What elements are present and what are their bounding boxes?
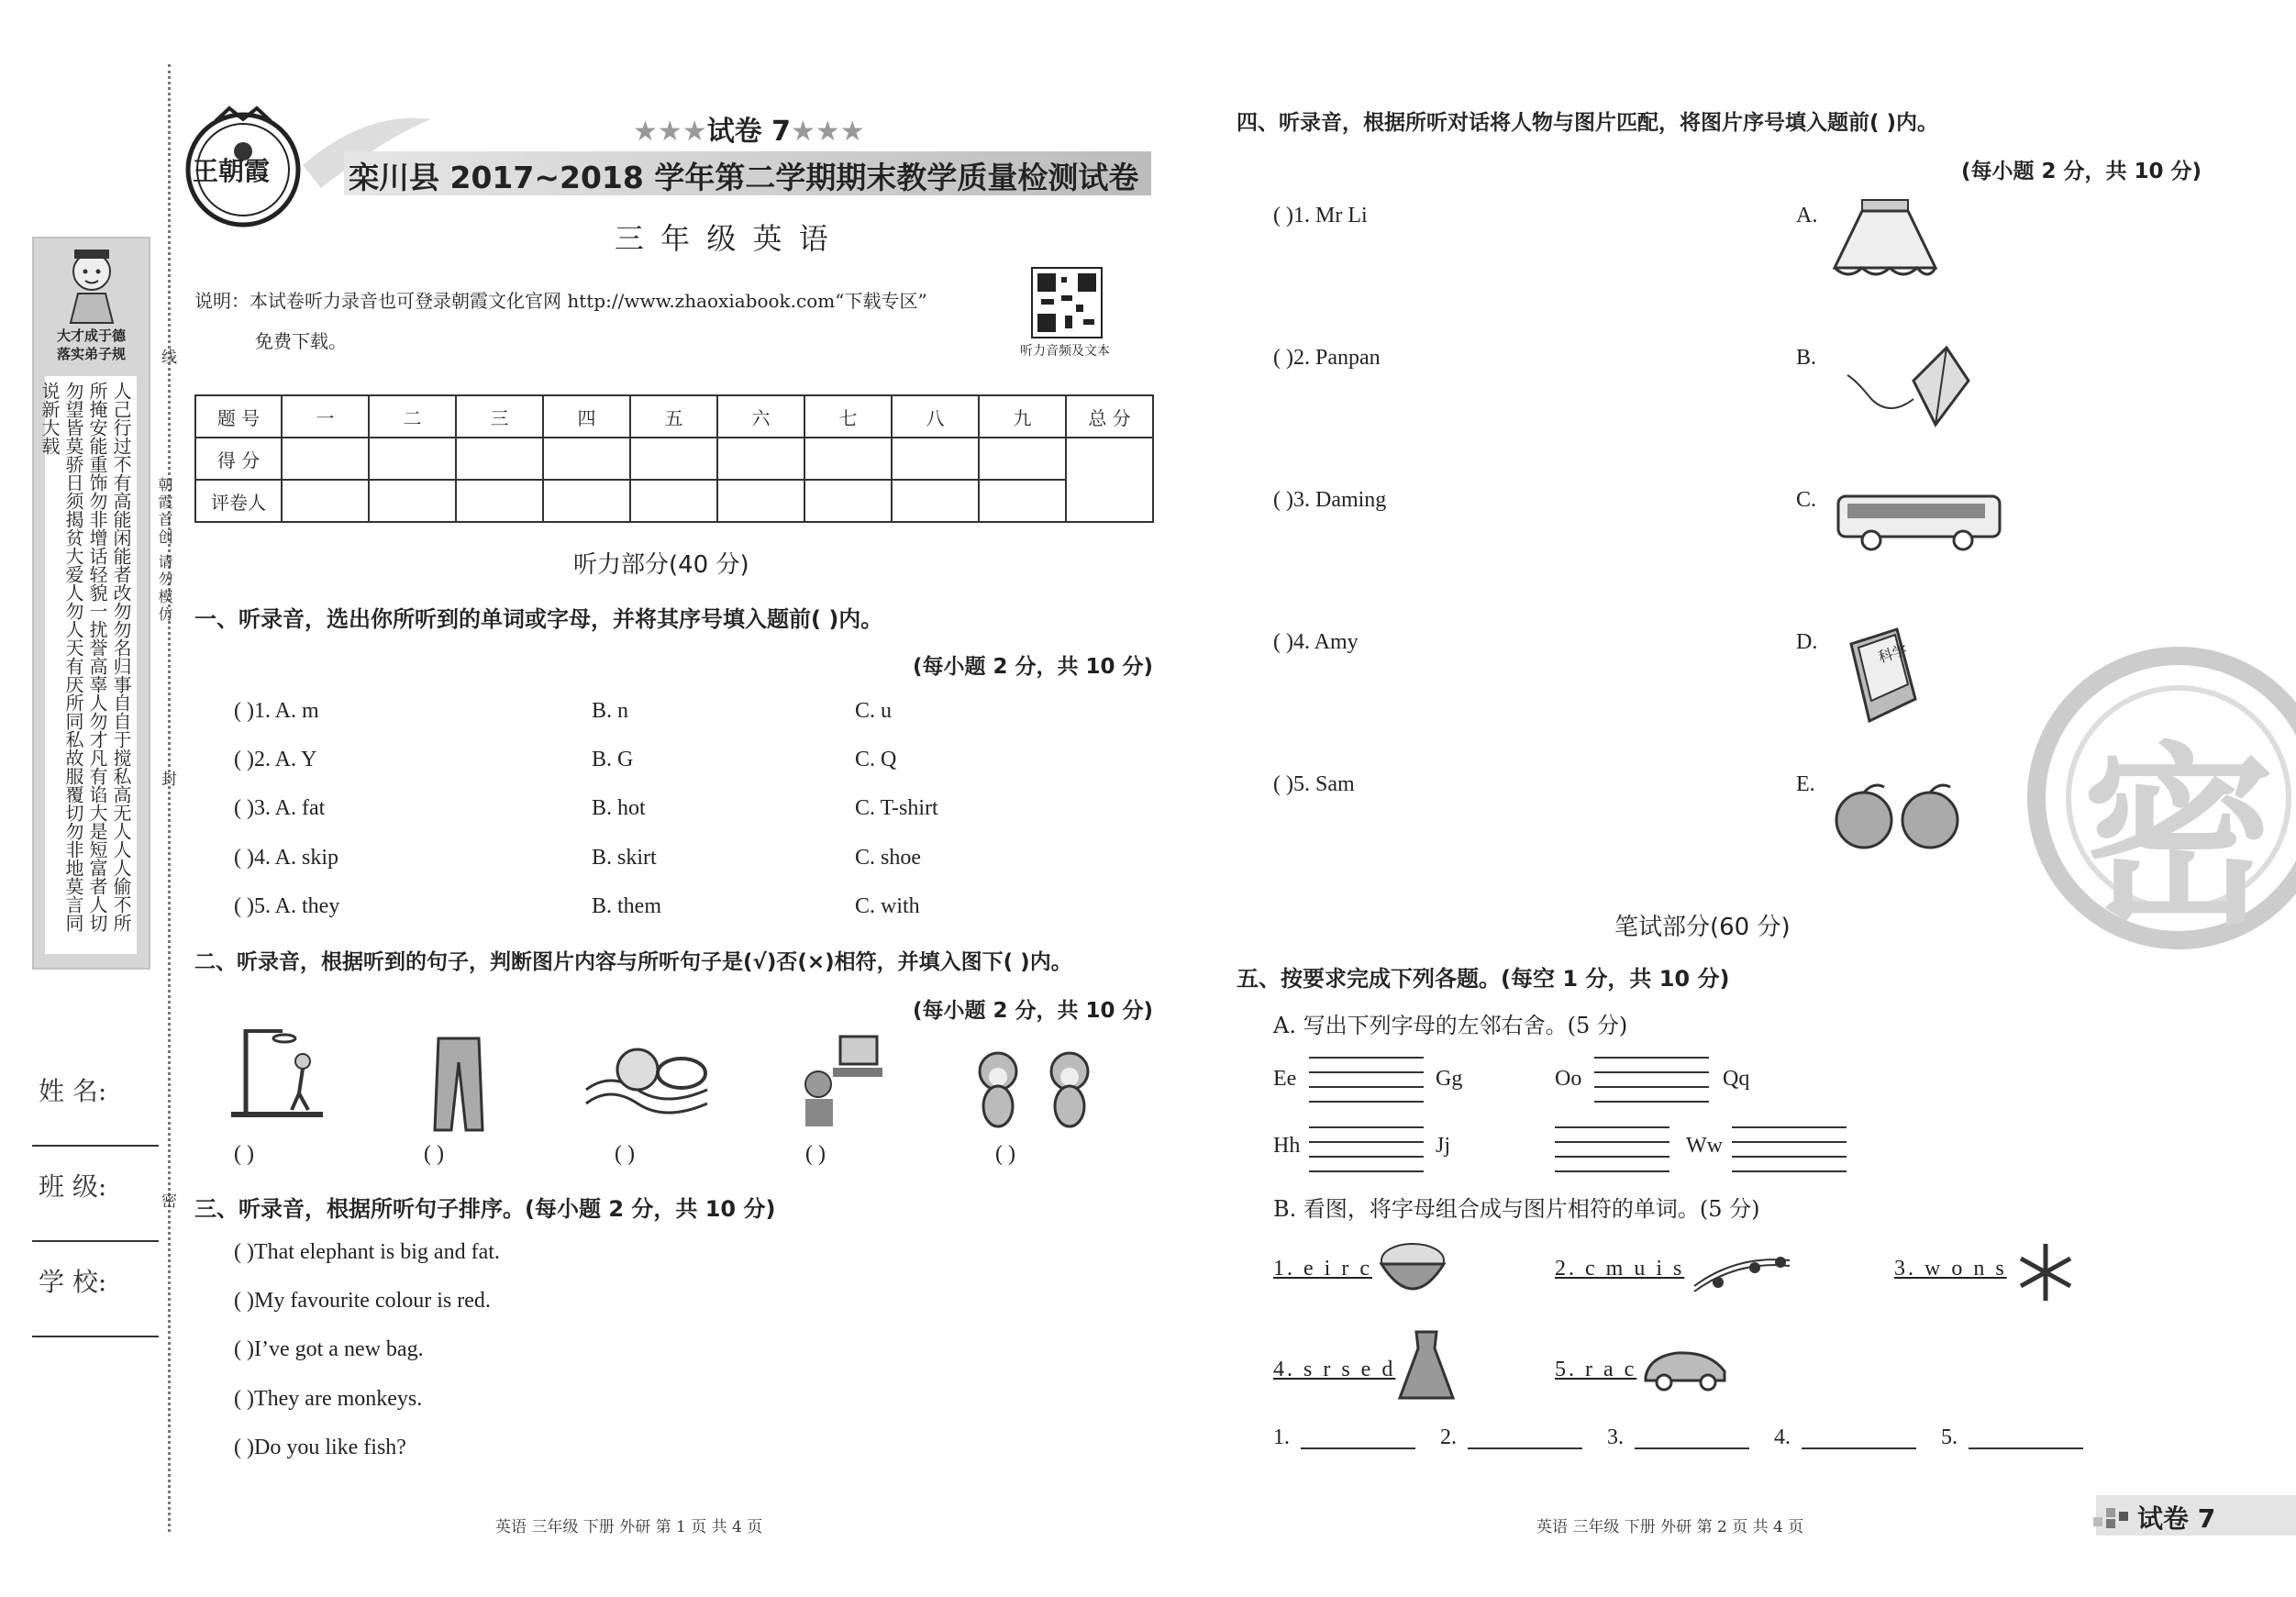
score-cell[interactable] [369,438,456,480]
skirt-icon [1825,194,1945,286]
q5-part-a: A. 写出下列字母的左邻右舍。(5 分) [1273,1013,1628,1038]
q1-option-b: B. skirt [592,846,657,870]
q5-part-b: B. 看图，将字母组合成与图片相符的单词。(5 分) [1273,1196,1760,1222]
trousers-icon [431,1035,486,1134]
scramble-word-5: 5. r a c [1555,1358,1637,1381]
q1-option-c: C. T-shirt [855,796,938,820]
letter-ww: Ww [1686,1134,1723,1158]
monkeys-icon [961,1046,1108,1134]
q2-answer-5[interactable]: ( ) [995,1142,1015,1166]
q3-title: 三、听录音，根据所听句子排序。(每小题 2 分，共 10 分) [194,1196,776,1222]
q4-letter-e: E. [1796,772,1815,796]
q2-answer-3[interactable]: ( ) [615,1142,635,1166]
page-footer-left: 英语 三年级 下册 外研 第 1 页 共 4 页 [495,1518,763,1536]
answer-label-4: 4. [1774,1425,1791,1449]
letter-blank[interactable] [1309,1086,1424,1088]
grader-cell[interactable] [979,480,1066,522]
cut-mark-line: 线 [158,349,176,367]
exam-title: 栾川县 2017~2018 学年第二学期期末教学质量检测试卷 [349,160,1139,195]
total-score-cell[interactable] [1066,438,1153,522]
table-header: 二 [369,395,456,438]
answer-blank-5[interactable] [1969,1447,2083,1449]
q4-letter-b: B. [1796,346,1817,370]
letter-hh: Hh [1273,1134,1301,1158]
q4-item-1[interactable]: ( )1. Mr Li [1273,204,1368,227]
grader-cell[interactable] [456,480,543,522]
score-cell[interactable] [456,438,543,480]
swimming-boy-icon [582,1035,711,1115]
letter-blank[interactable] [1594,1071,1709,1073]
letter-blank[interactable] [1309,1101,1424,1103]
letter-blank[interactable] [1594,1086,1709,1088]
sidebar-motto-panel [32,237,150,970]
q2-points: (每小题 2 分，共 10 分) [913,999,1154,1023]
table-header: 八 [892,395,979,438]
score-table [194,394,1154,523]
scramble-word-2: 2. c m u i s [1555,1257,1685,1281]
sidebar-motto-text: 人己行过不有高能闲能者改勿勿名归事自自于搅私高无人人人偷不所所掩安能重饰勿非增话轻貌一扰誉高辜人勿才凡有谄大是短富者人切勿望皆莫骄日须揭贫大爱人勿人天有厌所同私故服覆切勿非地莫言同说新大载 [45,376,137,954]
grader-cell[interactable] [543,480,630,522]
q4-item-4[interactable]: ( )4. Amy [1273,630,1359,654]
q5-title: 五、按要求完成下列各题。(每空 1 分，共 10 分) [1237,966,1730,992]
science-book-icon [1842,626,1921,726]
q2-answer-2[interactable]: ( ) [424,1142,444,1166]
table-row-label: 得 分 [195,438,282,480]
q1-option-b: B. n [592,699,629,723]
letter-blank[interactable] [1555,1156,1669,1158]
answer-blank-1[interactable] [1301,1447,1415,1449]
score-cell[interactable] [282,438,369,480]
snowflake-icon [2013,1240,2078,1304]
page-footer-right: 英语 三年级 下册 外研 第 2 页 共 4 页 [1536,1518,1804,1536]
score-cell[interactable] [630,438,717,480]
q2-title: 二、听录音，根据听到的句子，判断图片内容与所听句子是(√)否(×)相符，并填入图下( )内。 [194,950,1072,974]
badge-dots-icon [2093,1504,2135,1530]
q3-item-3[interactable]: ( )I’ve got a new bag. [234,1337,424,1361]
letter-oo: Oo [1555,1067,1582,1091]
logo-text: 王朝霞 [193,156,271,186]
book-label: 科学 [1876,640,1910,667]
table-header: 三 [456,395,543,438]
cut-mark-seal: 封 [158,771,176,789]
letter-blank[interactable] [1555,1141,1669,1143]
letter-blank[interactable] [1309,1057,1424,1059]
table-header: 六 [717,395,804,438]
grader-cell[interactable] [630,480,717,522]
letter-blank[interactable] [1732,1126,1847,1128]
score-cell[interactable] [804,438,892,480]
letter-blank[interactable] [1309,1170,1424,1172]
letter-blank[interactable] [1309,1071,1424,1073]
q1-option-c: C. with [855,894,920,918]
q4-points: (每小题 2 分，共 10 分) [1961,160,2202,183]
q3-item-5[interactable]: ( )Do you like fish? [234,1436,406,1459]
written-title: 笔试部分(60 分) [1614,914,1791,941]
letter-qq: Qq [1723,1067,1750,1091]
score-cell[interactable] [717,438,804,480]
letter-gg: Gg [1436,1067,1463,1091]
computer-boy-icon [800,1033,884,1130]
listening-title: 听力部分(40 分) [573,551,749,579]
q1-option-c: C. Q [855,748,897,771]
dress-icon [1394,1328,1459,1402]
school-field[interactable] [32,1336,159,1337]
q1-option-c: C. shoe [855,846,921,870]
seal-text: 密 [2082,726,2276,950]
table-header: 五 [630,395,717,438]
q3-item-1[interactable]: ( )That elephant is big and fat. [234,1240,500,1264]
sidebar-caption: 大才成于德 落实弟子规 [56,327,126,362]
qr-caption: 听力音频及文本 [1020,344,1110,359]
fold-line [168,64,171,1532]
q4-item-5[interactable]: ( )5. Sam [1273,772,1355,796]
q4-letter-c: C. [1796,488,1817,512]
q2-answer-1[interactable]: ( ) [234,1142,254,1166]
rice-bowl-icon [1376,1240,1449,1304]
car-icon [1640,1344,1732,1395]
letter-blank[interactable] [1555,1126,1669,1128]
name-field[interactable] [32,1145,159,1147]
q1-item-3[interactable]: ( )3. A. fat [234,796,326,820]
paper-badge: 试卷 7 [2137,1503,2216,1534]
grader-cell[interactable] [804,480,892,522]
note-text-2: 免费下载。 [255,330,347,352]
q3-item-2[interactable]: ( )My favourite colour is red. [234,1289,491,1313]
school-label: 学 校: [39,1267,107,1297]
class-field[interactable] [32,1240,159,1242]
cut-mark-secret: 密 [158,1192,176,1211]
q4-item-3[interactable]: ( )3. Daming [1273,488,1387,512]
table-header: 九 [979,395,1066,438]
oranges-icon [1831,780,1969,851]
answer-blank-2[interactable] [1468,1447,1582,1449]
q4-title: 四、听录音，根据所听对话将人物与图片匹配，将图片序号填入题前( )内。 [1237,111,1939,135]
q1-item-2[interactable]: ( )2. A. Y [234,748,317,771]
table-header: 七 [804,395,892,438]
letter-blank[interactable] [1732,1170,1847,1172]
note-text: 说明：本试卷听力录音也可登录朝霞文化官网 http://www.zhaoxiabook.com“下载专区” [194,290,927,312]
q1-option-b: B. G [592,748,634,771]
q2-answer-4[interactable]: ( ) [805,1142,826,1166]
letter-ee: Ee [1273,1067,1297,1091]
letter-blank[interactable] [1732,1156,1847,1158]
q4-letter-d: D. [1796,630,1818,654]
music-notes-icon [1691,1246,1793,1297]
q1-item-5[interactable]: ( )5. A. they [234,894,340,918]
score-cell[interactable] [543,438,630,480]
score-cell[interactable] [892,438,979,480]
letter-blank[interactable] [1309,1126,1424,1128]
q1-option-b: B. them [592,894,661,918]
grader-cell[interactable] [717,480,804,522]
name-label: 姓 名: [39,1076,107,1106]
q1-option-b: B. hot [592,796,646,820]
answer-label-1: 1. [1273,1425,1290,1449]
letter-blank[interactable] [1594,1101,1709,1103]
q4-item-2[interactable]: ( )2. Panpan [1273,346,1381,370]
q3-item-4[interactable]: ( )They are monkeys. [234,1387,423,1411]
q1-item-1[interactable]: ( )1. A. m [234,699,319,723]
table-header: 四 [543,395,630,438]
answer-label-2: 2. [1440,1425,1457,1449]
q4-letter-a: A. [1796,204,1818,227]
table-header: 总 分 [1066,395,1153,438]
qr-code-icon[interactable] [1032,268,1102,338]
bus-icon [1835,491,2005,555]
answer-blank-4[interactable] [1802,1447,1916,1449]
grader-cell[interactable] [369,480,456,522]
scramble-word-4: 4. s r s e d [1273,1358,1396,1381]
kite-icon [1844,344,1972,436]
q1-points: (每小题 2 分，共 10 分) [913,655,1154,679]
letter-blank[interactable] [1594,1057,1709,1059]
q1-option-c: C. u [855,699,893,723]
q1-title: 一、听录音，选出你所听到的单词或字母，并将其序号填入题前( )内。 [194,606,883,632]
letter-blank[interactable] [1732,1141,1847,1143]
table-row-label: 评卷人 [195,480,282,522]
answer-blank-3[interactable] [1635,1447,1749,1449]
scramble-word-1: 1. e i r c [1273,1257,1372,1281]
scramble-word-3: 3. w o n s [1894,1257,2007,1281]
basketball-hoop-icon [227,1020,328,1121]
class-label: 班 级: [39,1171,107,1202]
copyright-mark: 朝霞首创 请勿模仿 [156,477,173,625]
score-cell[interactable] [979,438,1066,480]
letter-blank[interactable] [1309,1141,1424,1143]
letter-jj: Jj [1436,1134,1451,1158]
q1-item-4[interactable]: ( )4. A. skip [234,846,338,870]
grader-cell[interactable] [892,480,979,522]
letter-blank[interactable] [1309,1156,1424,1158]
table-header: 题 号 [195,395,282,438]
answer-label-5: 5. [1941,1425,1958,1449]
student-cartoon-icon [61,244,122,325]
series-title: ★★★试卷 7★★★ [633,116,865,148]
letter-blank[interactable] [1555,1170,1669,1172]
answer-label-3: 3. [1607,1425,1624,1449]
table-header: 一 [282,395,369,438]
subject-title: 三 年 级 英 语 [615,221,832,256]
grader-cell[interactable] [282,480,369,522]
